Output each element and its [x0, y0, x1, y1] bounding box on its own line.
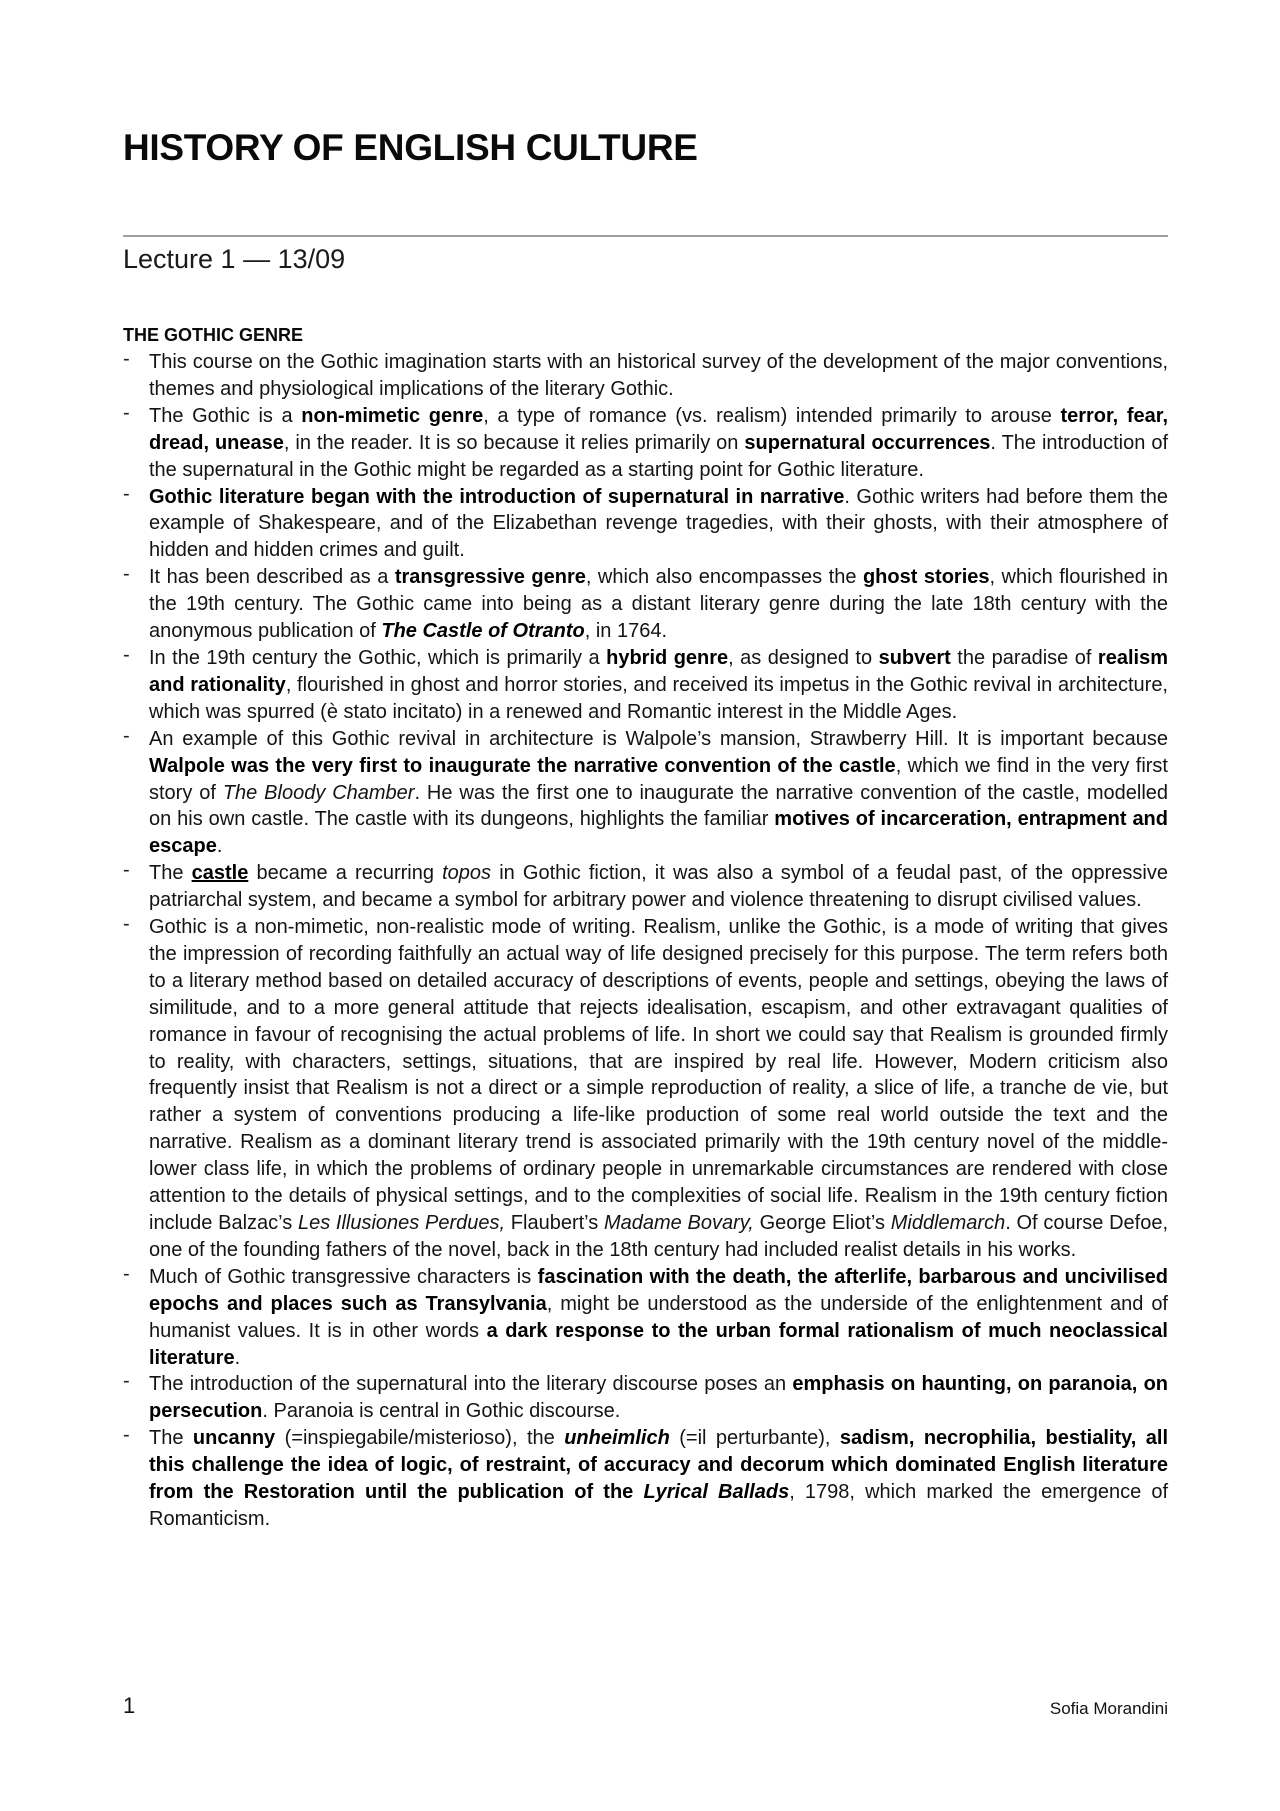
- bullet-dash-icon: -: [123, 1262, 130, 1285]
- bullet-dash-icon: -: [123, 859, 130, 882]
- emphasis-text: The Castle of Otranto: [381, 620, 585, 643]
- author-name: Sofia Morandini: [1049, 1699, 1168, 1718]
- body-text: . Of course Defoe, one of the founding fathers of the novel, back in the 18th century had included realist details in his works.: [149, 1212, 1168, 1261]
- bullet-dash-icon: -: [123, 643, 130, 666]
- body-text: in Gothic fiction, it was also a symbol of a feudal past, of the oppressive patriarchal system, and became a symbol for arbitrary power and violence threatening to disrupt civilised values.: [149, 862, 1168, 912]
- bullet-dash-icon: -: [123, 1370, 130, 1393]
- bullet-dash-icon: -: [123, 1424, 130, 1447]
- title-divider: [123, 235, 1168, 237]
- body-text: became a recurring: [248, 862, 443, 885]
- body-text: , a type of romance (vs. realism) intended primarily to arouse: [483, 404, 1061, 427]
- body-text: The: [149, 1427, 193, 1450]
- emphasis-text: realism and rationality: [149, 646, 1168, 696]
- list-item: [123, 403, 1168, 484]
- emphasis-text: supernatural occurrences: [744, 431, 991, 454]
- list-item: [123, 726, 1168, 861]
- italic-text: Middlemarch: [890, 1212, 1006, 1234]
- body-text: An example of this Gothic revival in architecture is Walpole’s mansion, Strawberry Hill. It is important because: [149, 727, 1168, 750]
- body-text: , flourished in ghost and horror stories, and received its impetus in the Gothic revival in architecture, which was spurred (è stato incitato) in a renewed and Romantic interest in the Middle Ages.: [149, 673, 1168, 723]
- body-text: In the 19th century the Gothic, which is primarily a: [149, 646, 607, 669]
- emphasis-text: motives of incarceration, entrapment and escape: [149, 808, 1168, 858]
- emphasis-text: emphasis on haunting, on paranoia, on persecution: [149, 1373, 1169, 1423]
- body-text: , might be understood as the underside of the enlightenment and of humanist values. It is in other words: [149, 1292, 1168, 1342]
- bullet-dash-icon: -: [123, 482, 130, 505]
- body-text: (=il perturbante),: [669, 1427, 840, 1450]
- emphasis-text: castle: [191, 862, 249, 885]
- emphasis-text: sadism, necrophilia, bestiality, all this challenge the idea of logic, of restraint, of accuracy and decorum which dominated English literature from the Restoration until the publication of the: [149, 1427, 1168, 1504]
- body-text: , which also encompasses the: [585, 566, 863, 589]
- list-item: [123, 1425, 1168, 1533]
- body-text: This course on the Gothic imagination starts with an historical survey of the development of the major conventions, themes and physiological implications of the literary Gothic.: [149, 351, 1168, 400]
- document-title: HISTORY OF ENGLISH CULTURE: [123, 127, 698, 168]
- emphasis-text: hybrid genre: [606, 646, 729, 669]
- bullet-dash-icon: -: [123, 348, 130, 370]
- list-item: [123, 349, 1168, 403]
- emphasis-text: unheimlich: [564, 1427, 670, 1450]
- emphasis-text: transgressive genre: [394, 566, 586, 589]
- bullet-list: [123, 349, 1168, 1533]
- bullet-dash-icon: -: [123, 724, 130, 747]
- body-text: . Paranoia is central in Gothic discourse.: [262, 1400, 621, 1423]
- body-text: The Gothic is a: [149, 404, 302, 427]
- list-item: [123, 564, 1168, 645]
- emphasis-text: Gothic literature began with the introduction of supernatural in narrative: [149, 485, 845, 508]
- body-text: , 1798, which marked the emergence of Romanticism.: [149, 1481, 1169, 1530]
- emphasis-text: fascination with the death, the afterlife, barbarous and uncivilised epochs and places such as Transylvania: [149, 1265, 1168, 1315]
- body-text: Flaubert’s: [505, 1212, 604, 1234]
- body-text: . Gothic writers had before them the example of Shakespeare, and of the Elizabethan revenge tragedies, with their ghosts, with their atmosphere of hidden and hidden crimes and guilt.: [149, 485, 1168, 562]
- body-text: .: [234, 1346, 241, 1369]
- section-heading: THE GOTHIC GENRE: [123, 325, 304, 345]
- body-text: , which we find in the very first story of: [149, 754, 1168, 804]
- body-text: . The introduction of the supernatural in the Gothic might be regarded as a starting point for Gothic literature.: [149, 431, 1169, 481]
- body-text: the paradise of: [950, 646, 1098, 669]
- emphasis-text: a dark response to the urban formal rationalism of much neoclassical literature: [149, 1319, 1168, 1369]
- bullet-dash-icon: -: [123, 401, 130, 424]
- body-text: , which flourished in the 19th century. The Gothic came into being as a distant literary genre during the late 18th century with the anonymous publication of: [149, 566, 1168, 643]
- body-text: Gothic is a non-mimetic, non-realistic mode of writing. Realism, unlike the Gothic, is a mode of writing that gives the impression of recording faithfully an actual way of life designed precisely for this purpose. The term refers both to a literary method based on detailed accuracy of descriptions of events, people and settings, obeying the laws of similitude, and to a more general attitude that rejects idealisation, escapism, and other extravagant qualities of romance in favour of recognising the actual problems of life. In short we could say that Realism is grounded firmly to reality, with characters, settings, situations, that are inspired by real life. However, Modern criticism also frequently insist that Realism is not a direct or a simple reproduction of reality, a slice of life, a tranche de vie, but rather a system of conventions producing a life-like production of some real world outside the text and the narrative. Realism as a dominant literary trend is associated primarily with the 19th century novel of the middle-lower class life, in which the problems of ordinary people in unremarkable circumstances are rendered with close attention to the details of physical settings, and to the complexities of social life. Realism in the 19th century fiction include Balzac’s: [149, 916, 1168, 1234]
- lecture-heading: Lecture 1 — 13/09: [123, 244, 346, 274]
- body-text: (=inspiegabile/misterioso), the: [275, 1427, 565, 1450]
- emphasis-text: uncanny: [192, 1427, 276, 1450]
- emphasis-text: terror, fear, dread, unease: [149, 404, 1168, 454]
- italic-text: topos: [442, 862, 492, 885]
- body-text: , as designed to: [728, 646, 879, 669]
- body-text: , in 1764.: [584, 620, 668, 643]
- bullet-dash-icon: -: [123, 563, 130, 586]
- list-item: [123, 1264, 1168, 1372]
- body-text: .: [216, 835, 223, 858]
- page-number: 1: [123, 1693, 136, 1718]
- body-text: It has been described as a: [149, 566, 395, 589]
- emphasis-text: non-mimetic genre: [301, 404, 484, 427]
- emphasis-text: subvert: [878, 646, 951, 669]
- italic-text: The Bloody Chamber: [222, 781, 415, 804]
- body-text: , in the reader. It is so because it relies primarily on: [283, 431, 745, 454]
- list-item: [123, 914, 1168, 1264]
- italic-text: Madame Bovary,: [603, 1212, 754, 1234]
- italic-text: Les Illusiones Perdues,: [297, 1212, 506, 1234]
- list-item: [123, 1371, 1168, 1425]
- bullet-dash-icon: -: [123, 913, 130, 936]
- list-item: [123, 860, 1168, 914]
- body-text: George Eliot’s: [753, 1212, 891, 1234]
- body-text: Much of Gothic transgressive characters is: [149, 1265, 538, 1288]
- body-text: The: [149, 862, 192, 885]
- body-text: . He was the first one to inaugurate the narrative convention of the castle, modelled on his own castle. The castle with its dungeons, highlights the familiar: [149, 781, 1169, 831]
- body-text: The introduction of the supernatural into the literary discourse poses an: [149, 1373, 793, 1396]
- emphasis-text: Lyrical Ballads: [643, 1481, 790, 1504]
- emphasis-text: ghost stories: [862, 566, 990, 589]
- list-item: [123, 645, 1168, 726]
- emphasis-text: Walpole was the very first to inaugurate the narrative convention of the castle: [149, 754, 896, 777]
- list-item: [123, 484, 1168, 565]
